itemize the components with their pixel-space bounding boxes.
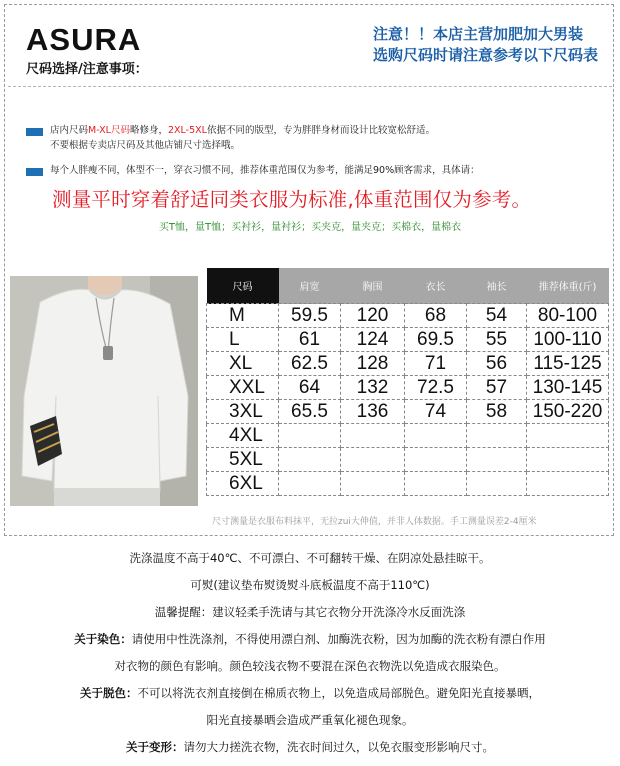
care-fading-cont: 阳光直接暴晒会造成严重氧化褪色现象。 <box>206 713 414 727</box>
care-wash-temp: 洗涤温度不高于40℃、不可漂白、不可翻转干燥、在阴凉处悬挂晾干。 <box>129 551 491 565</box>
table-row <box>207 352 609 376</box>
cell-sleeve: 57 <box>467 376 527 400</box>
notice <box>373 24 598 66</box>
cell-sleeve: 58 <box>467 400 527 424</box>
cell-shoulder <box>279 472 341 496</box>
cell-length: 69.5 <box>405 328 467 352</box>
cell-chest <box>341 472 405 496</box>
header-chest: 胸围 <box>341 268 405 304</box>
table-row <box>207 376 609 400</box>
care-fading-text: 不可以将洗衣剂直接倒在棉质衣物上，以免造成局部脱色。避免阳光直接暴晒， <box>137 686 540 700</box>
table-row <box>207 328 609 352</box>
header-sleeve: 袖长 <box>467 268 527 304</box>
care-deformation-text: 请勿大力搓洗衣物，洗衣时间过久，以免衣服变形影响尺寸。 <box>183 740 494 754</box>
size-chart-table <box>206 268 609 496</box>
note-1-red-b: 2XL-5XL <box>167 125 207 136</box>
cell-size: 6XL <box>207 472 279 496</box>
table-row <box>207 472 609 496</box>
brand-logo: ASURA <box>26 22 142 57</box>
cell-size: XL <box>207 352 279 376</box>
note-1-red-a: M-XL尺码 <box>88 125 130 136</box>
measure-advice: 测量平时穿着舒适同类衣服为标准,体重范围仅为参考。 <box>52 188 532 211</box>
cell-shoulder: 65.5 <box>279 400 341 424</box>
cell-length <box>405 424 467 448</box>
product-photo <box>10 276 198 506</box>
notice-line-2: 选购尺码时请注意参考以下尺码表 <box>372 46 598 64</box>
table-row <box>207 424 609 448</box>
cell-length: 71 <box>405 352 467 376</box>
cell-size: 5XL <box>207 448 279 472</box>
cell-length <box>405 472 467 496</box>
measure-tip: 买T恤，量T恤；买衬衫，量衬衫；买夹克，量夹克；买棉衣，量棉衣 <box>158 222 462 233</box>
cell-size: 3XL <box>207 400 279 424</box>
care-dyeing-label: 关于染色： <box>74 632 132 646</box>
bullet-icon <box>26 168 43 176</box>
divider <box>8 86 612 87</box>
care-reminder: 温馨提醒：建议轻柔手洗请与其它衣物分开洗涤冷水反面洗涤 <box>154 605 466 619</box>
cell-shoulder: 59.5 <box>279 304 341 328</box>
cell-weight <box>527 448 609 472</box>
note-1-text-b: 略修身， <box>129 125 168 136</box>
cell-weight: 100-110 <box>527 328 609 352</box>
cell-shoulder: 64 <box>279 376 341 400</box>
cell-size: M <box>207 304 279 328</box>
care-ironing: 可熨(建议垫布熨烫熨斗底板温度不高于110℃) <box>190 578 430 592</box>
cell-shoulder: 62.5 <box>279 352 341 376</box>
sweatshirt-model-image <box>10 276 198 506</box>
header-weight: 推荐体重(斤) <box>527 268 609 304</box>
subtitle: 尺码选择/注意事项： <box>26 62 148 77</box>
care-fading <box>0 685 620 701</box>
cell-chest: 136 <box>341 400 405 424</box>
cell-shoulder <box>279 424 341 448</box>
cell-length: 68 <box>405 304 467 328</box>
cell-sleeve <box>467 424 527 448</box>
cell-weight: 150-220 <box>527 400 609 424</box>
table-row <box>207 304 609 328</box>
table-row <box>207 400 609 424</box>
cell-chest: 124 <box>341 328 405 352</box>
bullet-icon <box>26 128 43 136</box>
cell-chest: 132 <box>341 376 405 400</box>
notice-line-1: 注意！！本店主营加肥加大男装 <box>372 25 583 43</box>
cell-sleeve <box>467 472 527 496</box>
cell-sleeve: 54 <box>467 304 527 328</box>
cell-weight: 80-100 <box>527 304 609 328</box>
care-deformation <box>0 739 620 755</box>
cell-size: 4XL <box>207 424 279 448</box>
cell-length <box>405 448 467 472</box>
care-fading-label: 关于脱色： <box>80 686 138 700</box>
cell-weight: 130-145 <box>527 376 609 400</box>
cell-chest: 120 <box>341 304 405 328</box>
cell-shoulder <box>279 448 341 472</box>
cell-size: XXL <box>207 376 279 400</box>
note-2: 每个人胖瘦不同，体型不一，穿衣习惯不同，推荐体重范围仅为参考，能满足90%顾客需求，具体请： <box>50 165 480 176</box>
table-header-row <box>207 268 609 304</box>
note-1-text-c: 依据不同的版型，专为胖胖身材而设计比较宽松舒适。 <box>206 125 435 136</box>
care-deformation-label: 关于变形： <box>126 740 184 754</box>
cell-sleeve <box>467 448 527 472</box>
cell-sleeve: 56 <box>467 352 527 376</box>
header-length: 衣长 <box>405 268 467 304</box>
care-dyeing-text: 请使用中性洗涤剂，不得使用漂白剂、加酶洗衣粉，因为加酶的洗衣粉有漂白作用 <box>131 632 546 646</box>
cell-weight <box>527 472 609 496</box>
cell-weight <box>527 424 609 448</box>
note-1 <box>50 124 435 138</box>
table-footnote: 尺寸测量是衣服布料抹平，无拉zui大伸值，并非人体数据。手工测量误差2-4厘米 <box>212 517 537 527</box>
cell-sleeve: 55 <box>467 328 527 352</box>
header-size: 尺码 <box>207 268 279 304</box>
cell-chest: 128 <box>341 352 405 376</box>
cell-size: L <box>207 328 279 352</box>
cell-length: 74 <box>405 400 467 424</box>
table-row <box>207 448 609 472</box>
note-1-line-2: 不要根据专卖店尺码及其他店铺尺寸选择哦。 <box>50 140 241 151</box>
header-shoulder: 肩宽 <box>279 268 341 304</box>
cell-length: 72.5 <box>405 376 467 400</box>
cell-chest <box>341 448 405 472</box>
cell-chest <box>341 424 405 448</box>
note-1-text-a: 店内尺码 <box>50 125 89 136</box>
cell-shoulder: 61 <box>279 328 341 352</box>
cell-weight: 115-125 <box>527 352 609 376</box>
care-dyeing <box>0 631 620 647</box>
care-dyeing-cont: 对衣物的颜色有影响。颜色较浅衣物不要混在深色衣物洗以免造成衣服染色。 <box>114 659 506 673</box>
